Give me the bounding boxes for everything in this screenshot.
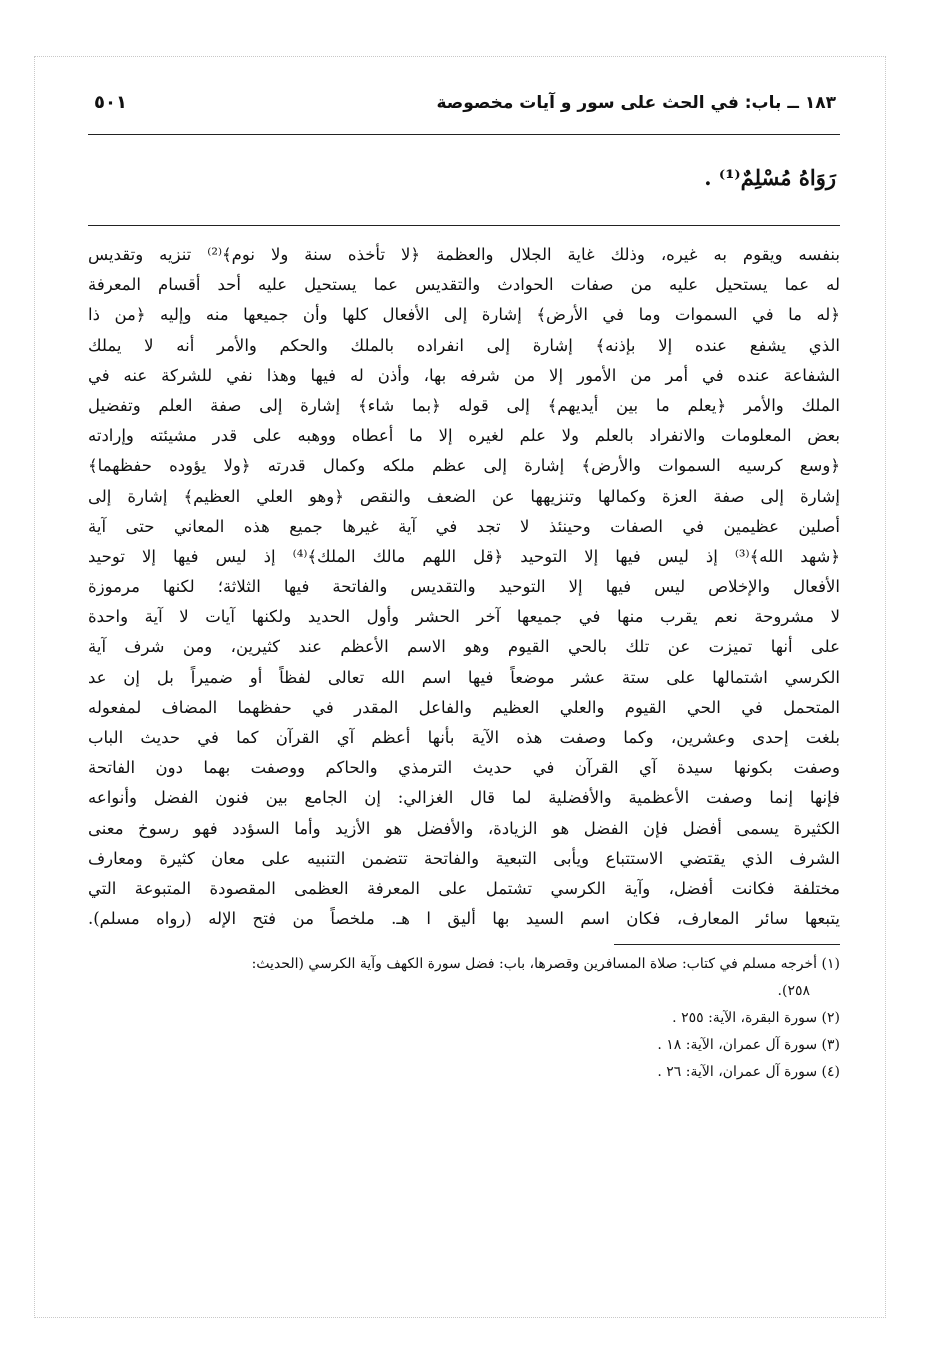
hadith-ending: رَوَاهُ مُسْلِمٌ⁽¹⁾ . (704, 165, 836, 190)
book-page (88, 92, 840, 1086)
commentary-line: المتحمل في الحي القيوم والعلي العظيم والفاعل المقدر في حفظهما المضاف لمفعوله (88, 697, 840, 717)
commentary-line: مختلفة فكانت أفضل، وآية الكرسي تشتمل على المعرفة العظمى المقصودة المتبوعة التي (88, 878, 840, 898)
footnotes (88, 951, 840, 1086)
commentary-body (88, 240, 840, 934)
header-rule (88, 134, 840, 135)
commentary-line: له عما يستحيل عليه من صفات الحوادث والتقديس عما يستحيل عليه أحد أقسام المعرفة (88, 275, 840, 295)
commentary-line: على أنها تميزت عن تلك بالحي القيوم وهو الاسم الأعظم عند كثيرين، ومن شرف آية (88, 637, 840, 657)
commentary-line: ﴿له ما في السموات وما في الأرض﴾ إشارة إلى الأفعال كلها وأن جميعها منه وإليه ﴿من ذا (88, 305, 840, 325)
footnote-line: (١) أخرجه مسلم في كتاب: صلاة المسافرين وقصرها، باب: فضل سورة الكهف وآية الكرسي (الحديث: (251, 956, 840, 973)
commentary-line: وصفت بكونها سيدة آي القرآن في حديث الترمذي والحاكم ووصفت بهما دون الفاتحة (88, 758, 840, 778)
commentary-line: ﴿وسع كرسيه السموات والأرض﴾ إشارة إلى عظم ملكه وكمال قدرته ﴿ولا يؤوده حفظهما﴾ (88, 456, 840, 476)
footnote-line: ٢٥٨). (777, 983, 810, 1000)
commentary-line: الكرسي اشتمالها على ستة عشر موضعاً فيها اسم الله تعالى لفظاً أو ضميراً بل إن عد (88, 667, 840, 687)
footnote-line: (٢) سورة البقرة، الآية: ٢٥٥ . (672, 1010, 840, 1027)
section-divider (88, 225, 840, 226)
commentary-line: ﴿شهد الله﴾⁽³⁾ إذ ليس فيها إلا التوحيد ﴿قل اللهم مالك الملك﴾⁽⁴⁾ إذ ليس فيها إلا توحيد (88, 546, 840, 566)
commentary-line: بنفسه ويقوم به غيره، وذلك غاية الجلال والعظمة ﴿لا تأخذه سنة ولا نوم﴾⁽²⁾ تنزيه وتقديس (88, 245, 840, 264)
commentary-line: فإنها إنما وصفت الأعظمية والأفضلية لما قال الغزالي: إن الجامع بين فنون الفضل وأنواعه (88, 788, 840, 808)
commentary-line: الأفعال والإخلاص ليس فيها إلا التوحيد والتقديس والفاتحة فيها الثلاثة؛ لكنها مرموزة (88, 577, 840, 597)
commentary-line: الشرف الذي يقتضي الاستتباع ويأبى التبعية والفاتحة تتضمن التنبيه على معان كثيرة ومعارف (88, 848, 840, 868)
footnote-line: (٣) سورة آل عمران، الآية: ١٨ . (657, 1037, 840, 1054)
footnote-line: (٤) سورة آل عمران، الآية: ٢٦ . (657, 1064, 840, 1081)
running-title: ١٨٣ ــ باب: في الحث على سور و آيات مخصوصة (436, 93, 836, 113)
commentary-line: الملك والأمر ﴿يعلم ما بين أيديهم﴾ إلى قوله ﴿بما شاء﴾ إشارة إلى صفة العلم وتفضيل (88, 395, 840, 415)
commentary-line: الشفاعة عنده في أمر من الأمور إلا من شرفه بها، وأذن له فيها وهذا نفي للشركة عنه في (88, 365, 840, 385)
commentary-line: لا مشروحة نعم يقرب منها في جميعها آخر الحشر وأول الحديد ولكنها آيات لا آية واحدة (88, 607, 840, 627)
commentary-line: يتبعها سائر المعارف، فكان اسم السيد بها أليق ا هـ. ملخصاً من فتح الإله (رواه مسلم). (88, 909, 840, 929)
commentary-line: بلغت إحدى وعشرين، وكما وصفت هذه الآية بأنها أعظم آي القرآن كما في حديث الباب (88, 728, 840, 747)
commentary-line: الذي يشفع عنده إلا بإذنه﴾ إشارة إلى انفراده بالملك والحكم والأمر أنه لا يملك (88, 335, 840, 355)
commentary-line: بعض المعلومات والانفراد بالعلم ولا علم لغيره إلا ما أعطاه ووهبه على قدر مشيئته وإرادته (88, 426, 840, 446)
page-number: ٥٠١ (94, 92, 127, 113)
footnote-rule (614, 944, 840, 945)
commentary-line: أصلين عظيمين في الصفات وحينئذ لا تجد في آية غيرها جميع هذه المعاني حتى آية (88, 516, 840, 536)
commentary-line: الكثيرة يسمى أفضل فإن الفضل هو الزيادة، والأفضل هو الأزيد وأما السؤدد فهو رسوخ معنى (88, 818, 840, 838)
page-header (88, 92, 840, 132)
commentary-line: إشارة إلى صفة العزة وكمالها وتنزيهها عن الضعف والنقص ﴿وهو العلي العظيم﴾ إشارة إلى (88, 486, 840, 506)
